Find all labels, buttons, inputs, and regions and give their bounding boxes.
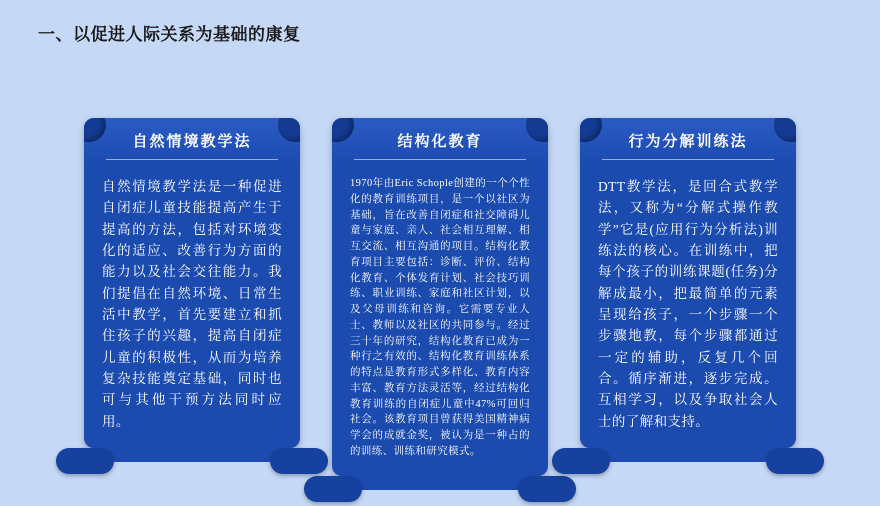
card-body bbox=[332, 118, 548, 476]
card-title: 结构化教育 bbox=[397, 134, 483, 150]
scroll-roll-right-icon bbox=[766, 448, 824, 474]
card-footer bbox=[580, 448, 796, 478]
scroll-roll-left-icon bbox=[304, 476, 362, 502]
footer-bar bbox=[332, 476, 548, 490]
card-title: 自然情境教学法 bbox=[132, 134, 252, 150]
card-structured-teaching bbox=[332, 118, 548, 506]
card-title: 行为分解训练法 bbox=[628, 134, 748, 150]
card-header bbox=[580, 118, 796, 164]
card-body bbox=[580, 118, 796, 448]
card-discrete-trial-training bbox=[580, 118, 796, 478]
scroll-roll-right-icon bbox=[518, 476, 576, 502]
footer-bar bbox=[84, 448, 300, 462]
title-divider bbox=[602, 159, 774, 160]
scroll-roll-left-icon bbox=[56, 448, 114, 474]
card-natural-context-teaching bbox=[84, 118, 300, 478]
footer-bar bbox=[580, 448, 796, 462]
title-divider bbox=[354, 159, 526, 160]
page-title: 一、以促进人际关系为基础的康复 bbox=[38, 25, 301, 44]
card-body bbox=[84, 118, 300, 448]
card-text: 1970年由Eric Schople创建的一个个性化的教育训练项目，是一个以社区为基础，旨在改善自闭症和社交障碍儿童与家庭、亲人、社会相互理解、相互交流、相互沟通的项目。结构化教育项目主要包括：诊断、评价、结构化教育、个体发育计划、社会技巧训练、职业训练、家庭和社区计划，以及父母训练和咨询。它需要专业人士、教师以及社区的共同参与。经过三十年的研究，结构化教育已成为一种行之有效的、结构化教育训练体系的特点是教育形式多样化、教育内容丰富、教育方法灵活等，经过结构化教育训练的自闭症儿童中47%可回归社会。该教育项目曾获得美国精神病学会的成就金奖，被认为是一种占的的训练、训练和研究模式。 bbox=[350, 178, 530, 457]
card-footer bbox=[84, 448, 300, 478]
card-text: DTT教学法，是回合式教学法，又称为“分解式操作教学”它是(应用行为分析法)训练法的核心。在训练中，把每个孩子的训练课题(任务)分解成最小，把最简单的元素呈现给孩子，一个步骤一个步骤地教，每个步骤都通过一定的辅助，反复几个回合。循序渐进，逐步完成。互相学习，以及争取社会人士的了解和支持。 bbox=[598, 179, 778, 429]
card-header bbox=[332, 118, 548, 164]
card-footer bbox=[332, 476, 548, 506]
card-header bbox=[84, 118, 300, 164]
scroll-roll-left-icon bbox=[552, 448, 610, 474]
card-text: 自然情境教学法是一种促进自闭症儿童技能提高产生于提高的方法，包括对环境变化的适应、改善行为方面的能力以及社会交往能力。我们提倡在自然环境、日常生活中教学，首先要建立和抓住孩子的兴趣，提高自闭症儿童的积极性，从而为培养复杂技能奠定基础，同时也可与其他干预方法同时应用。 bbox=[102, 179, 282, 429]
scroll-roll-right-icon bbox=[270, 448, 328, 474]
title-divider bbox=[106, 159, 278, 160]
card-group bbox=[0, 118, 880, 457]
